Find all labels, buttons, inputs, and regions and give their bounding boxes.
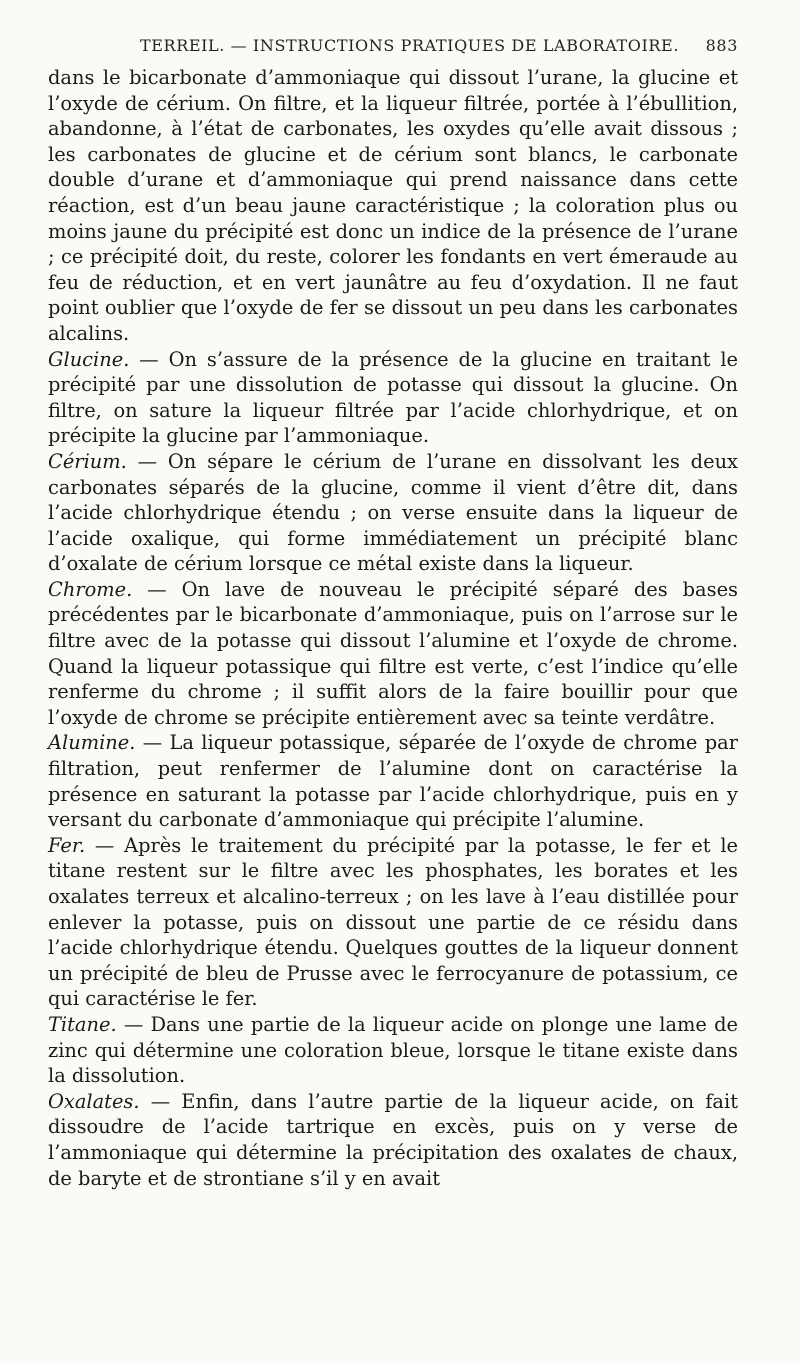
section-lead-oxalates: Oxalates. (48, 1089, 140, 1113)
section-lead-glucine: Glucine. (48, 347, 130, 371)
paragraph-alumine (48, 730, 738, 832)
paragraph-text: — Après le traitement du précipité par la potasse, le fer et le titane restent sur le filtre avec les phosphates, les borates et les oxalates terreux et alcalino-terreux ; on les lave à l’eau distillée pour enlever la potasse, puis on dissout une partie de ce résidu dans l’acide chlorhydrique étendu. Quelques gouttes de la liqueur donnent un précipité de bleu de Prusse avec le ferrocyanure de potassium, ce qui caractérise le fer. (48, 833, 738, 1011)
section-lead-alumine: Alumine. (48, 731, 136, 755)
paragraph-text: — On lave de nouveau le précipité séparé des bases précédentes par le bicarbonate d’ammoniaque, puis on l’arrose sur le filtre avec de la potasse qui dissout l’alumine et l’oxyde de chrome. Quand la liqueur potassique qui filtre est verte, c’est l’indice qu’elle renferme du chrome ; il suffit alors de la faire bouillir pour que l’oxyde de chrome se précipite entièrement avec sa teinte verdâtre. (48, 577, 738, 729)
paragraph-fer (48, 833, 738, 1012)
paragraph-text: — Enfin, dans l’autre partie de la liqueur acide, on fait dissoudre de l’acide tartrique en excès, puis on y verse de l’ammoniaque qui détermine la précipitation des oxalates de chaux, de baryte et de strontiane s’il y en avait (48, 1089, 738, 1190)
section-lead-fer: Fer. (48, 833, 86, 857)
paragraph-titane (48, 1012, 738, 1089)
paragraph-oxalates (48, 1089, 738, 1191)
paragraph-intro (48, 65, 738, 347)
paragraph-text: — On s’assure de la présence de la glucine en traitant le précipité par une dissolution de potasse qui dissout la glucine. On filtre, on sature la liqueur filtrée par l’acide chlorhydrique, et on précipite la glucine par l’ammoniaque. (48, 347, 738, 448)
paragraph-text: — Dans une partie de la liqueur acide on plonge une lame de zinc qui détermine une coloration bleue, lorsque le titane existe dans la dissolution. (48, 1012, 738, 1088)
running-title: TERREIL. — INSTRUCTIONS PRATIQUES DE LABORATOIRE. (140, 36, 680, 55)
section-lead-titane: Titane. (48, 1012, 117, 1036)
paragraph-text: — La liqueur potassique, séparée de l’oxyde de chrome par filtration, peut renfermer de l’alumine dont on caractérise la présence en saturant la potasse par l’acide chlorhydrique, puis en y versant du carbonate d’ammoniaque qui précipite l’alumine. (48, 731, 738, 832)
paragraph-cerium (48, 449, 738, 577)
paragraph-text: dans le bicarbonate d’ammoniaque qui dissout l’urane, la glucine et l’oxyde de cérium. On filtre, et la liqueur filtrée, portée à l’ébullition, abandonne, à l’état de carbonates, les oxydes qu’elle avait dissous ; les carbonates de glucine et de cérium sont blancs, le carbonate double d’urane et d’ammoniaque qui prend naissance dans cette réaction, est d’un beau jaune caractéristique ; la coloration plus ou moins jaune du précipité est donc un indice de la présence de l’urane ; ce précipité doit, du reste, colorer les fondants en vert émeraude au feu de réduction, et en vert jaunâtre au feu d’oxydation. Il ne faut point oublier que l’oxyde de fer se dissout un peu dans les carbonates alcalins. (48, 66, 738, 345)
page-number: 883 (705, 36, 738, 55)
section-lead-cerium: Cérium. (48, 449, 127, 473)
paragraph-glucine (48, 347, 738, 449)
paragraph-text: — On sépare le cérium de l’urane en dissolvant les deux carbonates séparés de la glucine, comme il vient d’être dit, dans l’acide chlorhydrique étendu ; on verse ensuite dans la liqueur de l’acide oxalique, qui forme immédiatement un précipité blanc d’oxalate de cérium lorsque ce métal existe dans la liqueur. (48, 449, 738, 576)
page-header (48, 36, 738, 55)
paragraph-chrome (48, 577, 738, 731)
body-text (48, 65, 738, 1191)
section-lead-chrome: Chrome. (48, 577, 133, 601)
